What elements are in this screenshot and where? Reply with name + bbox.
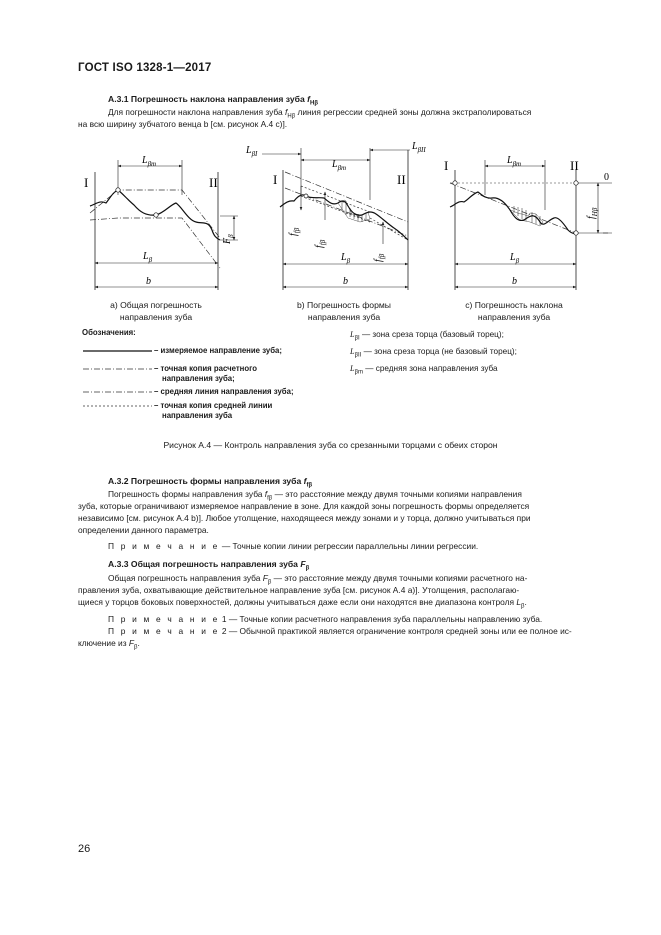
diag-c-zero: 0 — [604, 172, 609, 183]
section-a32-p1-line4: определении данного параметра. — [78, 525, 209, 535]
legend-item-exact-copy-line1: – точная копия расчетного — [154, 364, 258, 373]
diag-b-ffb-3: $f_{f\beta}$ — [373, 253, 386, 262]
legend-right-sub3: βm — [354, 369, 364, 376]
section-a33-note1 — [108, 613, 542, 625]
caption-c — [448, 299, 580, 323]
section-a31-text-2: линия регрессии средней зоны должна экстраполироваться — [297, 107, 532, 117]
legend-right-sym2: L — [350, 347, 355, 356]
section-a33-p1-line2: правления зуба, охватывающие действительное направление зуба [см. рисунок А.4 а)]. Утолщения, располагаю- — [78, 585, 520, 595]
diag-c-fhb: $f_{H\beta}$ — [586, 207, 599, 219]
legend-right-text3: — средняя зона направления зуба — [365, 364, 498, 373]
legend-line-samples — [80, 340, 160, 420]
diag-b-I: I — [273, 172, 278, 187]
diag-b-lbii: $L_{\beta II}$ — [412, 141, 426, 154]
section-a33-heading-text: А.3.3 Общая погрешность направления зуба — [108, 559, 298, 569]
caption-a-line1: а) Общая погрешность — [110, 300, 202, 310]
section-a33-note2-line2-b: . — [137, 638, 140, 648]
legend-right-sym1: L — [350, 330, 355, 339]
section-a33-note2-text: 2 — Обычной практикой является ограничение контроля средней зоны или ее полное ис- — [221, 626, 572, 636]
section-a31-heading-symbol: f — [307, 94, 310, 104]
legend-right-sub1: βI — [354, 335, 360, 342]
caption-a — [90, 299, 222, 323]
legend-item-exact-copy-line2: направления зуба; — [162, 374, 235, 383]
diagram-c — [444, 155, 612, 290]
section-a32-note — [108, 540, 478, 552]
section-a33-p1-a: Общая погрешность направления зуба — [108, 573, 261, 583]
section-a32-heading — [108, 476, 312, 489]
legend-right-item2 — [350, 347, 517, 361]
section-a32-p1-sym: f — [264, 489, 268, 499]
legend-item-measured: – измеряемое направление зуба; — [154, 346, 282, 355]
diag-c-lbm: $L_{\beta m}$ — [507, 155, 522, 168]
section-a32-heading-symbol: f — [303, 476, 307, 486]
section-a33-note2 — [108, 625, 572, 637]
section-a31-line2: на всю ширину зубчатого венца b [см. рисунок А.4 с)]. — [78, 119, 288, 129]
legend-item-exact-copy — [154, 364, 257, 384]
section-a33-p1-line3-b: . — [524, 597, 527, 607]
section-a33-p1-line3-sym: L — [516, 597, 522, 607]
diag-b-lbi: $L_{\beta I}$ — [246, 145, 258, 158]
legend-right-sym3: L — [350, 364, 355, 373]
figure-a4-diagrams — [0, 0, 661, 310]
section-a33-heading — [108, 559, 309, 572]
section-a33-p1-line3 — [78, 596, 614, 613]
diagram-b — [245, 141, 426, 290]
figure-title: Рисунок А.4 — Контроль направления зуба со срезанными торцами с обеих сторон — [163, 440, 498, 450]
section-a33-heading-symbol: F — [300, 559, 306, 569]
section-a32-heading-text: А.3.2 Погрешность формы направления зуба — [108, 476, 302, 486]
section-a33-note2-line2 — [78, 637, 140, 654]
diagram-a — [84, 155, 238, 290]
legend-item-mean-copy — [154, 401, 272, 421]
section-a32-p1-line2: зуба, которые ограничивают измеряемое направление в зоне. Для каждой зоны погрешность формы определяется — [78, 501, 530, 511]
section-a32-p1-b: — это расстояние между двумя точными копиями направления — [274, 489, 522, 499]
diag-b-ffb-1: $f_{f\beta}$ — [288, 227, 301, 236]
caption-a-line2: направления зуба — [119, 312, 193, 322]
legend-right-item1 — [350, 330, 504, 344]
diag-c-lb: $L_\beta$ — [510, 252, 520, 265]
diag-c-I: I — [444, 158, 449, 173]
section-a33-p1-b: — это расстояние между двумя точными копиями расчетного на- — [273, 573, 528, 583]
section-a33-heading-sub: β — [305, 565, 310, 572]
legend-right-item3 — [350, 364, 498, 378]
legend-item-mean-copy-line2: направления зуба — [162, 411, 233, 420]
diag-b-lb: $L_\beta$ — [341, 252, 351, 265]
diag-a-fb: $F_\beta$ — [222, 234, 235, 244]
section-a31-heading-text: А.3.1 Погрешность наклона направления зуба — [108, 94, 305, 104]
section-a33-note1-text: 1 — Точные копии расчетного направления зуба параллельны направлению зуба. — [221, 614, 543, 624]
section-a33-note2-line2-a: ключение из — [78, 638, 127, 648]
diag-a-lbm: $L_{\beta m}$ — [142, 155, 157, 168]
diag-b-lbm: $L_{\beta m}$ — [332, 159, 347, 172]
section-a32-p1-a: Погрешность формы направления зуба — [108, 489, 263, 499]
diag-a-I: I — [84, 175, 89, 190]
caption-b-line1: b) Погрешность формы — [297, 300, 391, 310]
document-header: ГОСТ ISO 1328-1—2017 — [78, 62, 212, 74]
diag-b-b: b — [343, 276, 348, 287]
section-a32-p1-line3: независимо [см. рисунок А.4 b)]. Любое утолщение, находящееся между зонами и у торца, должно учитываться при — [78, 513, 531, 523]
legend-right-text2: — зона среза торца (не базовый торец); — [363, 347, 517, 356]
section-a33-note1-label: П р и м е ч а н и е — [108, 614, 220, 624]
section-a32-note-text: — Точные копии линии регрессии параллельны линии регрессии. — [221, 541, 479, 551]
diag-a-II: II — [209, 175, 218, 190]
section-a32-heading-sub: fβ — [306, 482, 313, 489]
caption-b — [278, 299, 410, 323]
legend-right-sub2: βII — [354, 352, 362, 359]
section-a31-text-sym: f — [285, 107, 288, 117]
section-a33-note2-label: П р и м е ч а н и е — [108, 626, 220, 636]
legend-right-text1: — зона среза торца (базовый торец); — [361, 330, 504, 339]
diag-a-lb: $L_\beta$ — [143, 251, 153, 264]
diag-c-II: II — [570, 158, 579, 173]
section-a32-note-label: П р и м е ч а н и е — [108, 541, 220, 551]
diag-c-b: b — [512, 276, 517, 287]
legend-item-mean-copy-line1: – точная копия средней линии — [154, 401, 273, 410]
section-a33-note2-line2-sub: β — [134, 644, 138, 651]
caption-b-line2: направления зуба — [307, 312, 381, 322]
legend-title: Обозначения: — [82, 328, 136, 337]
section-a33-p1-line3-a: щиеся у торцов боковых поверхностей, должны учитываться даже если они находятся вне диапазона контроля — [78, 597, 515, 607]
section-a33-p1-sub: β — [267, 579, 272, 586]
section-a31-text-1: Для погрешности наклона направления зуба — [108, 107, 283, 117]
section-a32-p1-sub: fβ — [267, 495, 273, 502]
section-a33-p1-sym: F — [262, 573, 268, 583]
diag-b-II: II — [397, 172, 406, 187]
caption-c-line1: с) Погрешность наклона — [465, 300, 563, 310]
caption-c-line2: направления зуба — [477, 312, 551, 322]
diag-a-b: b — [146, 276, 151, 287]
legend-item-mean-line: – средняя линия направления зуба; — [154, 387, 294, 396]
section-a31-heading-sub: Hβ — [310, 100, 318, 107]
page-number: 26 — [78, 843, 91, 855]
diag-b-ffb-2: $f_{f\beta}$ — [314, 239, 327, 248]
section-a31-text-sub: Hβ — [287, 113, 296, 120]
section-a33-note2-line2-sym: F — [128, 638, 135, 648]
section-a33-p1-line3-sub: β — [521, 603, 525, 610]
